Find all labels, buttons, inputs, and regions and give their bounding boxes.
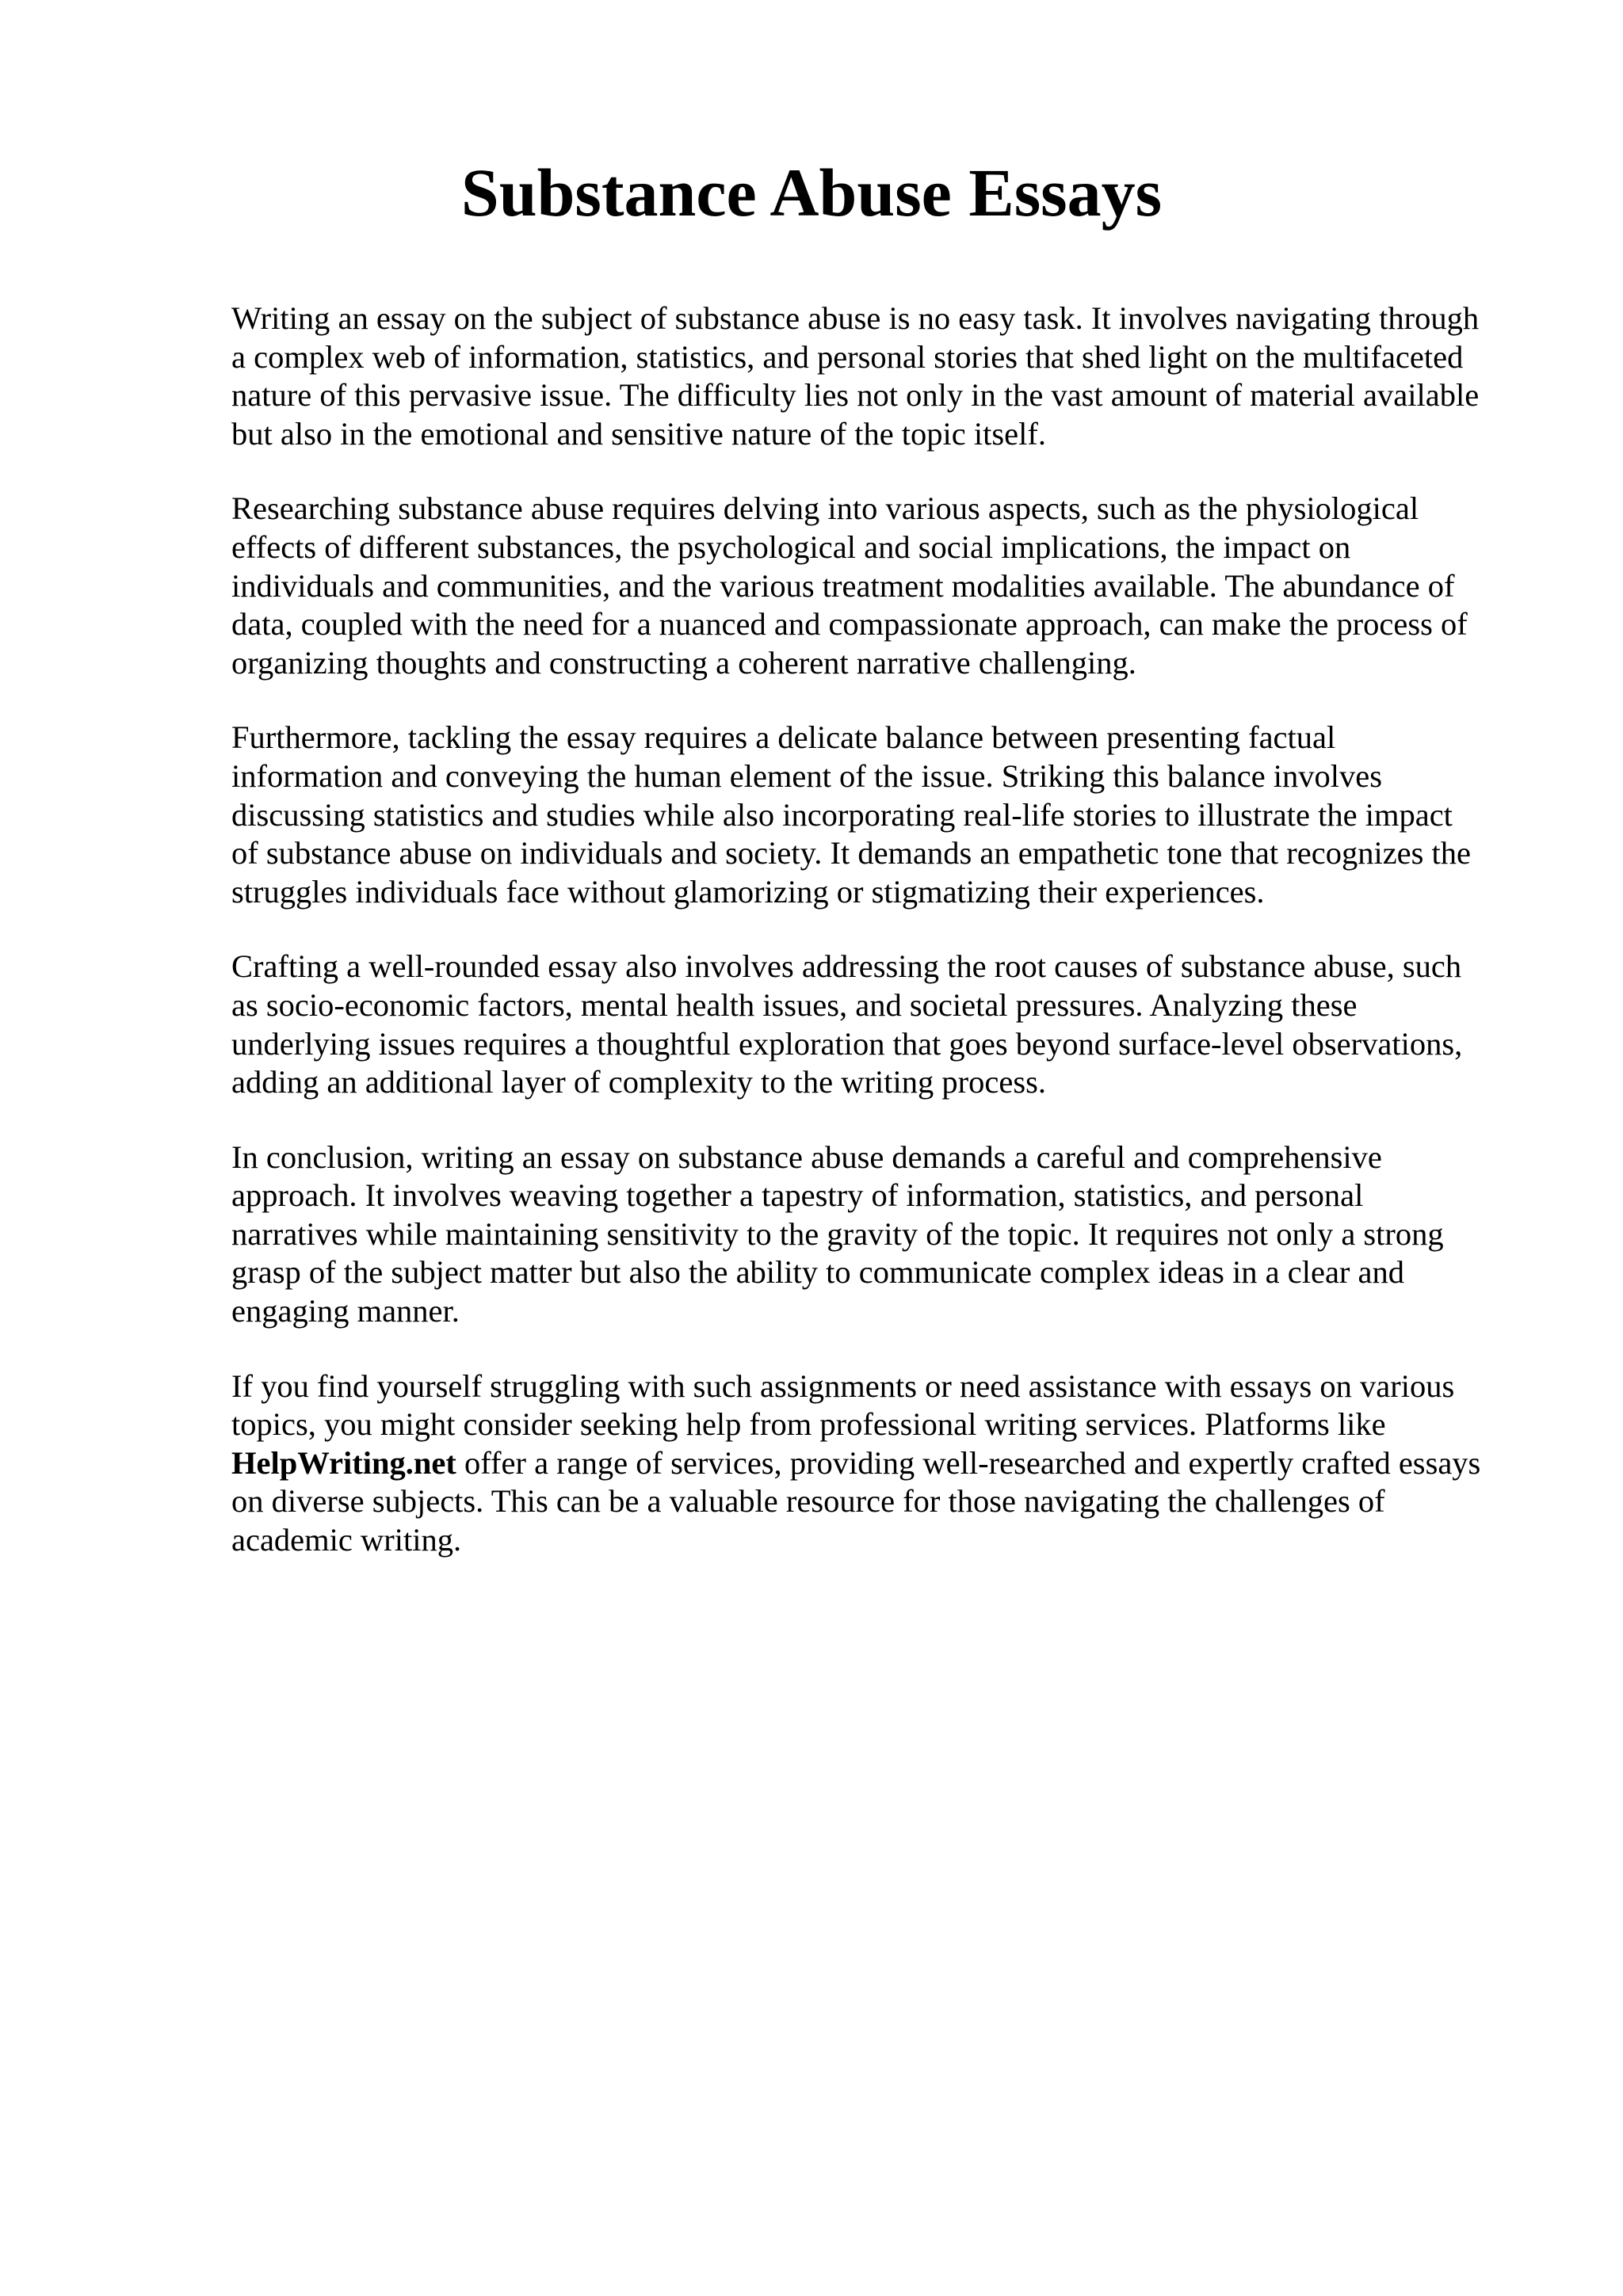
paragraph-line: Researching substance abuse requires delving into various aspects, such as the physiological [231, 490, 1419, 527]
paragraph-line: topics, you might consider seeking help from professional writing services. Platforms like [231, 1406, 1386, 1443]
paragraph-6 [231, 1367, 1531, 1560]
paragraph-line-with-link [231, 1444, 1531, 1483]
page-title: Substance Abuse Essays [460, 154, 1163, 231]
paragraph-line: engaging manner. [231, 1293, 460, 1329]
paragraph-1 [231, 299, 1531, 453]
paragraph-line: data, coupled with the need for a nuanced and compassionate approach, can make the process of [231, 606, 1468, 643]
paragraph-5 [231, 1138, 1531, 1331]
paragraph-2 [231, 490, 1531, 682]
paragraph-line: organizing thoughts and constructing a coherent narrative challenging. [231, 644, 1136, 681]
paragraph-line: Furthermore, tackling the essay requires a delicate balance between presenting factual [231, 719, 1336, 756]
paragraph-line: on diverse subjects. This can be a valuable resource for those navigating the challenges of [231, 1483, 1385, 1520]
paragraph-line: a complex web of information, statistics, and personal stories that shed light on the multifaceted [231, 338, 1464, 375]
paragraph-line: of substance abuse on individuals and society. It demands an empathetic tone that recognizes the [231, 835, 1472, 871]
essay-body [231, 299, 1531, 1596]
paragraph-line: In conclusion, writing an essay on substance abuse demands a careful and comprehensive [231, 1138, 1382, 1175]
paragraph-line: narratives while maintaining sensitivity to the gravity of the topic. It requires not only a strong [231, 1215, 1444, 1252]
paragraph-line: Crafting a well-rounded essay also involves addressing the root causes of substance abuse, such [231, 948, 1462, 985]
paragraph-line: Writing an essay on the subject of substance abuse is no easy task. It involves navigating through [231, 300, 1480, 336]
paragraph-line: underlying issues requires a thoughtful exploration that goes beyond surface-level observations, [231, 1025, 1463, 1062]
paragraph-line: as socio-economic factors, mental health issues, and societal pressures. Analyzing these [231, 986, 1358, 1023]
helpwriting-link[interactable]: HelpWriting.net [231, 1444, 456, 1481]
paragraph-line: but also in the emotional and sensitive nature of the topic itself. [231, 415, 1047, 452]
paragraph-line: adding an additional layer of complexity to the writing process. [231, 1064, 1046, 1100]
paragraph-line: information and conveying the human element of the issue. Striking this balance involves [231, 757, 1383, 794]
paragraph-line: academic writing. [231, 1522, 462, 1558]
link-line-text: offer a range of services, providing well-researched and expertly crafted essays [456, 1444, 1481, 1481]
paragraph-line: grasp of the subject matter but also the ability to communicate complex ideas in a clear and [231, 1254, 1405, 1291]
paragraph-4 [231, 948, 1531, 1101]
paragraph-line: individuals and communities, and the various treatment modalities available. The abundance of [231, 567, 1455, 604]
paragraph-line: nature of this pervasive issue. The difficulty lies not only in the vast amount of material available [231, 377, 1480, 414]
paragraph-line: If you find yourself struggling with such assignments or need assistance with essays on various [231, 1367, 1455, 1404]
paragraph-3 [231, 719, 1531, 911]
paragraph-line: approach. It involves weaving together a tapestry of information, statistics, and personal [231, 1177, 1364, 1214]
paragraph-line: discussing statistics and studies while also incorporating real-life stories to illustrate the impact [231, 796, 1453, 833]
paragraph-line: effects of different substances, the psychological and social implications, the impact on [231, 528, 1351, 565]
paragraph-line: struggles individuals face without glamorizing or stigmatizing their experiences. [231, 873, 1265, 910]
